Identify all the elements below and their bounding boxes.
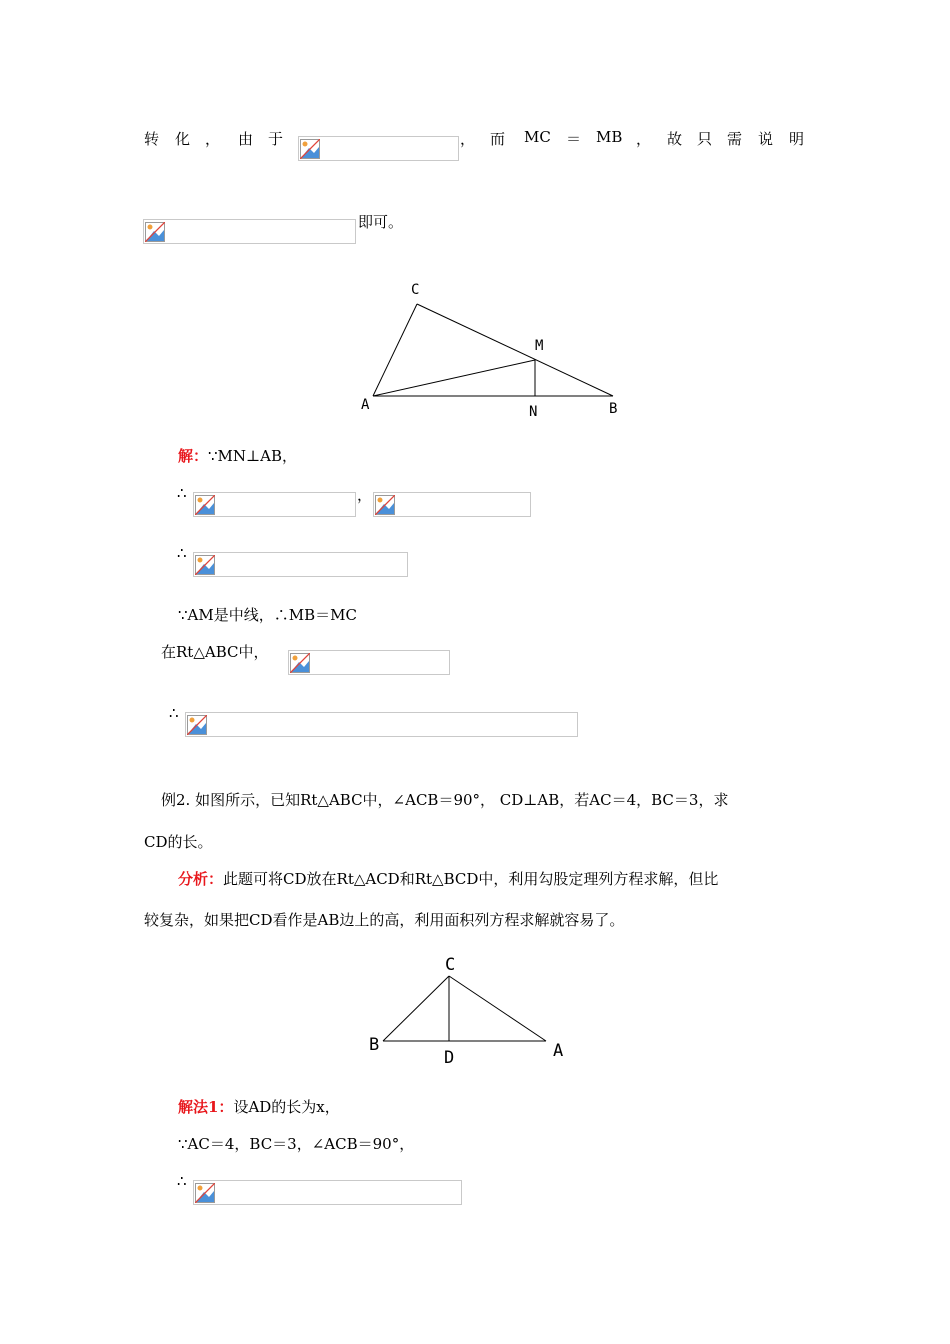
label-b: B	[609, 401, 618, 417]
intro-char: MC	[524, 128, 551, 146]
median-statement: ∵AM是中线，∴MB＝MC	[178, 606, 357, 624]
example-2-line-1: 例2. 如图所示，已知Rt△ABC中，∠ACB＝90°， CD⊥AB，若AC＝4，BC＝3，求	[161, 791, 729, 809]
figure-1-triangle-diagram	[355, 275, 630, 420]
analysis-line-2: 较复杂，如果把CD看作是AB边上的高，利用面积列方程求解就容易了。	[144, 911, 625, 929]
broken-image-icon	[187, 715, 207, 735]
label-m: M	[535, 338, 544, 354]
therefore-symbol: ∴	[169, 704, 179, 722]
solution-label: 解：	[178, 447, 209, 465]
therefore-symbol: ∴	[177, 544, 187, 562]
broken-image-icon	[145, 222, 165, 242]
therefore-symbol: ∴	[177, 484, 187, 502]
formula-image-placeholder	[373, 492, 531, 517]
formula-image-placeholder	[193, 1180, 462, 1205]
intro-char: ，	[205, 130, 221, 148]
method-label: 解法1：	[178, 1098, 234, 1116]
label-b: B	[369, 1035, 380, 1055]
solution-1-line-1	[178, 445, 297, 466]
intro-char: ，	[636, 130, 652, 148]
intro-char: MB	[596, 128, 623, 146]
solution-given: ∵MN⊥AB，	[208, 447, 298, 465]
intro-char: 化	[175, 130, 191, 148]
formula-image-placeholder	[185, 712, 578, 737]
therefore-symbol: ∴	[177, 1172, 187, 1190]
intro-char: 转	[144, 130, 160, 148]
broken-image-icon	[375, 495, 395, 515]
formula-image-placeholder	[298, 136, 459, 161]
intro-char: ＝	[566, 130, 582, 148]
analysis-text: 此题可将CD放在Rt△ACD和Rt△BCD中，利用勾股定理列方程求解，但比	[223, 870, 719, 888]
intro-line-2-suffix: 即可。	[358, 213, 404, 231]
intro-char: ，	[460, 130, 476, 148]
formula-image-placeholder	[288, 650, 450, 675]
label-c: C	[411, 282, 420, 298]
broken-image-icon	[195, 1183, 215, 1203]
analysis-label: 分析：	[178, 870, 224, 888]
label-n: N	[529, 404, 538, 420]
formula-image-placeholder	[143, 219, 356, 244]
intro-char: 故	[667, 130, 683, 148]
formula-image-placeholder	[193, 492, 356, 517]
intro-char: 说	[758, 130, 774, 148]
intro-char: 于	[268, 130, 284, 148]
intro-char: 明	[789, 130, 805, 148]
comma: ，	[357, 486, 373, 504]
in-triangle-statement: 在Rt△ABC中，	[161, 643, 269, 661]
intro-char: 需	[727, 130, 743, 148]
label-d: D	[444, 1048, 455, 1068]
intro-line-1	[0, 128, 950, 150]
analysis-line-1	[178, 868, 718, 889]
broken-image-icon	[195, 495, 215, 515]
intro-char: 只	[697, 130, 713, 148]
broken-image-icon	[290, 653, 310, 673]
label-a: A	[553, 1041, 564, 1061]
label-a: A	[361, 397, 370, 413]
example-2-line-2: CD的长。	[144, 833, 213, 851]
broken-image-icon	[195, 555, 215, 575]
broken-image-icon	[300, 139, 320, 159]
method-text: 设AD的长为x，	[233, 1098, 340, 1116]
figure-2-triangle-diagram	[365, 948, 575, 1068]
method-1-line-1	[178, 1096, 340, 1117]
intro-char: 而	[490, 130, 506, 148]
formula-image-placeholder	[193, 552, 408, 577]
method-1-given: ∵AC＝4，BC＝3，∠ACB＝90°，	[178, 1135, 415, 1153]
label-c: C	[445, 955, 456, 975]
intro-char: 由	[238, 130, 254, 148]
